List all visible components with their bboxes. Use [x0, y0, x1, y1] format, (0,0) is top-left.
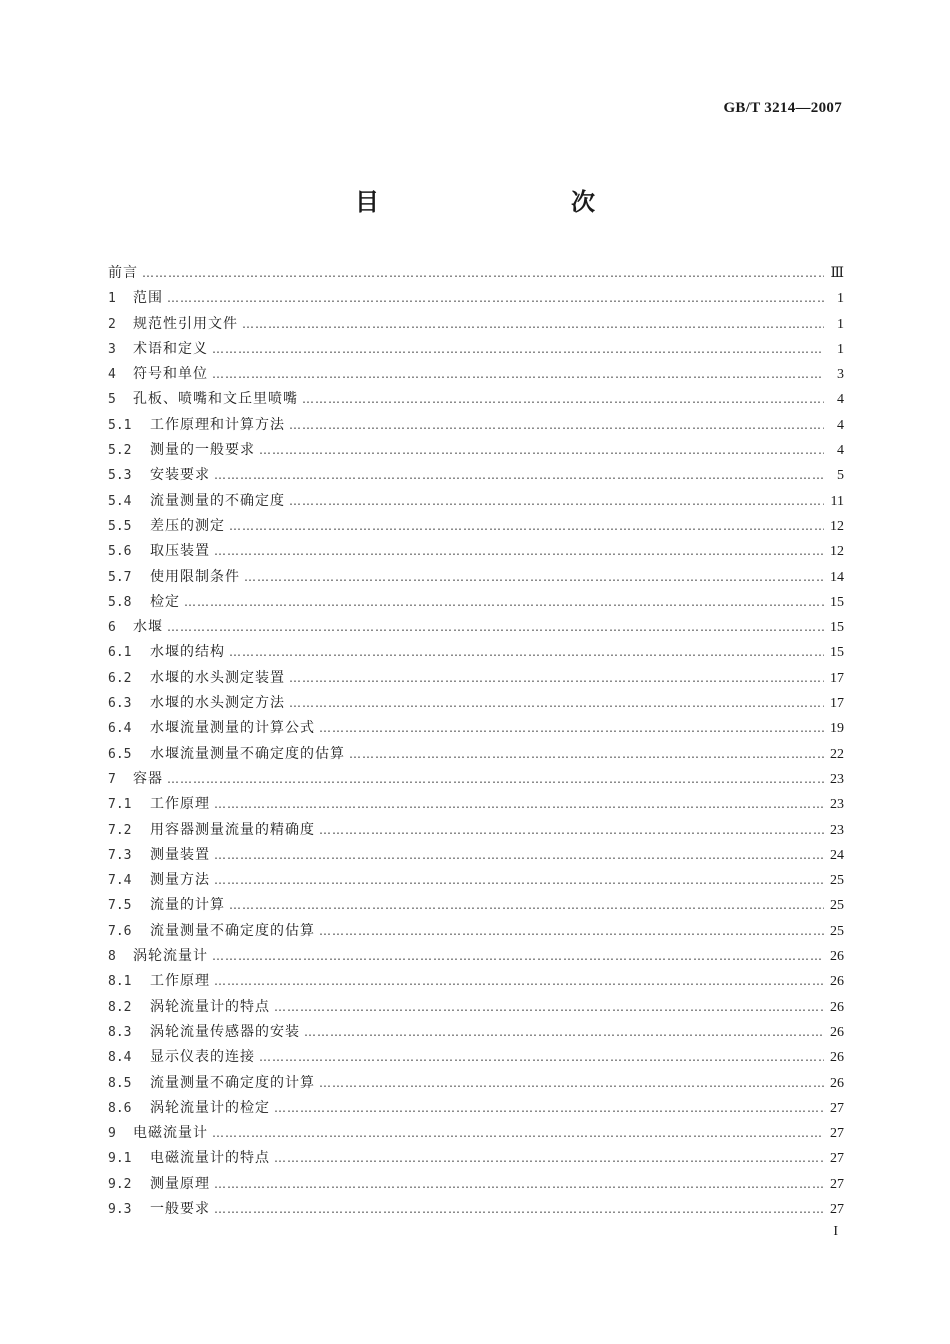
toc-leader-dots	[214, 797, 824, 811]
toc-entry[interactable]	[108, 287, 844, 312]
toc-entry[interactable]	[108, 1072, 844, 1097]
toc-entry-title: 涡轮流量传感器的安装	[150, 1023, 300, 1040]
toc-entry-title: 术语和定义	[133, 340, 208, 357]
toc-entry-page: 1	[837, 291, 844, 307]
toc-entry-number: 6.5	[108, 746, 132, 762]
toc-entry-number: 5.5	[108, 518, 132, 534]
toc-entry-title: 水堰流量测量不确定度的估算	[150, 745, 345, 762]
toc-entry[interactable]	[108, 667, 844, 692]
toc-leader-dots	[302, 392, 824, 406]
toc-entry-number: 8	[108, 949, 116, 965]
toc-entry-page: 4	[837, 443, 844, 459]
toc-entry-number: 5.8	[108, 594, 132, 610]
toc-entry-page: 17	[830, 670, 844, 686]
toc-entry[interactable]	[108, 844, 844, 869]
toc-entry-page: 27	[830, 1126, 844, 1142]
toc-entry-number: 7.6	[108, 923, 132, 939]
toc-entry[interactable]	[108, 566, 844, 591]
toc-entry-number: 9.2	[108, 1176, 132, 1192]
toc-entry[interactable]	[108, 515, 844, 540]
toc-entry[interactable]	[108, 388, 844, 413]
toc-entry-number: 9.1	[108, 1151, 132, 1167]
toc-leader-dots	[214, 974, 824, 988]
toc-entry-number: 5.4	[108, 493, 132, 509]
toc-entry-title: 规范性引用文件	[133, 315, 238, 332]
page-number: I	[833, 1224, 838, 1239]
toc-leader-dots	[214, 468, 824, 482]
toc-leader-dots	[319, 1076, 824, 1090]
toc-entry[interactable]	[108, 1046, 844, 1071]
toc-leader-dots	[142, 266, 824, 280]
toc-entry-page: 14	[830, 569, 844, 585]
toc-leader-dots	[214, 1177, 824, 1191]
toc-entry-title: 测量原理	[150, 1175, 210, 1192]
toc-entry-number: 7.4	[108, 873, 132, 889]
toc-entry[interactable]	[108, 1173, 844, 1198]
toc-entry-number: 6.2	[108, 670, 132, 686]
toc-entry-page: 25	[830, 923, 844, 939]
toc-entry-title: 范围	[133, 290, 163, 307]
toc-entry-number: 8.4	[108, 1050, 132, 1066]
toc-entry[interactable]	[108, 464, 844, 489]
toc-entry-number: 4	[108, 367, 116, 383]
toc-leader-dots	[274, 1151, 824, 1165]
toc-leader-dots	[259, 1050, 824, 1064]
toc-leader-dots	[214, 544, 824, 558]
toc-entry[interactable]	[108, 591, 844, 616]
toc-entry-page: 26	[830, 1075, 844, 1091]
toc-entry-title: 符号和单位	[133, 366, 208, 383]
toc-entry-number: 8.1	[108, 974, 132, 990]
toc-entry-number: 5.7	[108, 569, 132, 585]
toc-entry-title: 涡轮流量计的特点	[150, 998, 270, 1015]
toc-leader-dots	[167, 291, 824, 305]
toc-entry[interactable]	[108, 717, 844, 742]
toc-entry-title: 工作原理和计算方法	[150, 416, 285, 433]
toc-entry[interactable]	[108, 869, 844, 894]
toc-entry-title: 水堰的结构	[150, 644, 225, 661]
toc-entry-page: 27	[830, 1176, 844, 1192]
toc-leader-dots	[167, 620, 824, 634]
toc-entry-title: 流量测量的不确定度	[150, 492, 285, 509]
toc-leader-dots	[212, 367, 824, 381]
toc-entry-title: 水堰流量测量的计算公式	[150, 720, 315, 737]
toc-leader-dots	[214, 1202, 824, 1216]
toc-entry-number: 8.2	[108, 999, 132, 1015]
toc-entry-title: 水堰的水头测定装置	[150, 669, 285, 686]
toc-entry-number: 5	[108, 392, 116, 408]
toc-entry-number: 7.2	[108, 822, 132, 838]
toc-entry-page: 26	[830, 1050, 844, 1066]
toc-entry-page: 15	[830, 645, 844, 661]
toc-entry[interactable]	[108, 793, 844, 818]
toc-leader-dots	[289, 494, 824, 508]
toc-entry[interactable]	[108, 945, 844, 970]
toc-entry-number: 6.4	[108, 721, 132, 737]
toc-leader-dots	[214, 848, 824, 862]
toc-entry-number: 8.5	[108, 1075, 132, 1091]
toc-entry-page: 15	[830, 594, 844, 610]
toc-entry-title: 安装要求	[150, 467, 210, 484]
toc-entry-number: 6.1	[108, 645, 132, 661]
toc-entry-page: 23	[830, 771, 844, 787]
toc-entry[interactable]	[108, 540, 844, 565]
toc-entry-number: 7	[108, 771, 116, 787]
toc-entry-title: 水堰	[133, 619, 163, 636]
toc-entry[interactable]	[108, 970, 844, 995]
toc-entry-number: 8.6	[108, 1100, 132, 1116]
toc-entry-page: 23	[830, 797, 844, 813]
toc-entry-page: 11	[830, 493, 844, 509]
toc-entry-title: 差压的测定	[150, 517, 225, 534]
toc-entry-page: Ⅲ	[830, 266, 844, 281]
toc-leader-dots	[212, 949, 824, 963]
toc-entry-title: 前言	[108, 265, 138, 281]
toc-entry-title: 流量测量不确定度的计算	[150, 1074, 315, 1091]
toc-entry[interactable]	[108, 338, 844, 363]
toc-entry-number: 7.5	[108, 898, 132, 914]
toc-entry-page: 23	[830, 822, 844, 838]
toc-entry[interactable]	[108, 743, 844, 768]
toc-leader-dots	[214, 873, 824, 887]
toc-entry[interactable]	[108, 363, 844, 388]
table-of-contents	[108, 262, 844, 1223]
toc-leader-dots	[212, 1126, 824, 1140]
toc-entry[interactable]	[108, 819, 844, 844]
toc-leader-dots	[319, 721, 824, 735]
toc-entry-number: 2	[108, 316, 116, 332]
toc-entry-title: 检定	[150, 593, 180, 610]
toc-leader-dots	[167, 772, 824, 786]
toc-entry-page: 26	[830, 999, 844, 1015]
toc-entry-title: 使用限制条件	[150, 568, 240, 585]
toc-entry[interactable]	[108, 920, 844, 945]
toc-entry-title: 电磁流量计	[133, 1125, 208, 1142]
toc-entry-title: 显示仪表的连接	[150, 1049, 255, 1066]
toc-leader-dots	[229, 645, 824, 659]
toc-entry[interactable]	[108, 1147, 844, 1172]
toc-entry-number: 9.3	[108, 1201, 132, 1217]
toc-entry-page: 27	[830, 1151, 844, 1167]
toc-entry-number: 7.1	[108, 797, 132, 813]
toc-leader-dots	[229, 898, 824, 912]
toc-entry-number: 1	[108, 291, 116, 307]
toc-entry-page: 19	[830, 721, 844, 737]
toc-entry[interactable]	[108, 490, 844, 515]
page-title: 目 次	[355, 187, 643, 216]
toc-entry-title: 涡轮流量计	[133, 948, 208, 965]
toc-leader-dots	[349, 747, 824, 761]
toc-leader-dots	[259, 443, 824, 457]
toc-entry-title: 用容器测量流量的精确度	[150, 821, 315, 838]
toc-entry[interactable]	[108, 262, 844, 287]
toc-leader-dots	[184, 595, 824, 609]
toc-entry-number: 9	[108, 1126, 116, 1142]
toc-entry-page: 4	[837, 417, 844, 433]
toc-entry[interactable]	[108, 1097, 844, 1122]
toc-leader-dots	[212, 342, 824, 356]
toc-entry-page: 26	[830, 974, 844, 990]
toc-entry-page: 5	[837, 468, 844, 484]
toc-entry[interactable]	[108, 313, 844, 338]
toc-entry[interactable]	[108, 1021, 844, 1046]
toc-leader-dots	[304, 1025, 824, 1039]
toc-entry[interactable]	[108, 641, 844, 666]
toc-entry[interactable]	[108, 1122, 844, 1147]
toc-entry-page: 22	[830, 746, 844, 762]
toc-entry-title: 取压装置	[150, 543, 210, 560]
toc-leader-dots	[319, 924, 824, 938]
toc-entry-number: 5.1	[108, 417, 132, 433]
toc-leader-dots	[244, 570, 824, 584]
toc-leader-dots	[289, 671, 824, 685]
toc-leader-dots	[319, 823, 824, 837]
toc-leader-dots	[274, 1000, 824, 1014]
toc-entry-title: 一般要求	[150, 1200, 210, 1217]
toc-entry-page: 12	[830, 518, 844, 534]
toc-entry-title: 水堰的水头测定方法	[150, 695, 285, 712]
toc-entry-page: 27	[830, 1100, 844, 1116]
toc-entry-page: 27	[830, 1201, 844, 1217]
toc-entry-page: 25	[830, 898, 844, 914]
toc-entry-page: 17	[830, 696, 844, 712]
standard-code: GB/T 3214—2007	[723, 100, 842, 116]
toc-leader-dots	[242, 317, 824, 331]
toc-entry-page: 25	[830, 873, 844, 889]
toc-entry-title: 测量装置	[150, 846, 210, 863]
toc-entry[interactable]	[108, 768, 844, 793]
toc-entry-number: 8.3	[108, 1024, 132, 1040]
toc-entry-page: 3	[837, 367, 844, 383]
toc-entry[interactable]	[108, 1198, 844, 1223]
toc-entry-number: 5.2	[108, 443, 132, 459]
toc-entry[interactable]	[108, 692, 844, 717]
toc-entry[interactable]	[108, 616, 844, 641]
toc-entry-number: 5.3	[108, 468, 132, 484]
toc-entry-title: 涡轮流量计的检定	[150, 1099, 270, 1116]
toc-entry-page: 4	[837, 392, 844, 408]
toc-entry-page: 26	[830, 1024, 844, 1040]
toc-entry-title: 测量的一般要求	[150, 442, 255, 459]
toc-entry-title: 工作原理	[150, 796, 210, 813]
toc-leader-dots	[229, 519, 824, 533]
toc-entry-page: 24	[830, 847, 844, 863]
toc-entry-title: 电磁流量计的特点	[150, 1150, 270, 1167]
toc-entry-page: 15	[830, 620, 844, 636]
toc-entry-title: 容器	[133, 770, 163, 787]
toc-leader-dots	[289, 696, 824, 710]
toc-entry-number: 3	[108, 341, 116, 357]
toc-entry-title: 流量测量不确定度的估算	[150, 922, 315, 939]
toc-entry-title: 工作原理	[150, 973, 210, 990]
toc-entry-number: 6	[108, 620, 116, 636]
toc-entry-number: 6.3	[108, 696, 132, 712]
toc-entry[interactable]	[108, 439, 844, 464]
toc-entry-page: 1	[837, 341, 844, 357]
toc-leader-dots	[274, 1101, 824, 1115]
toc-entry-title: 测量方法	[150, 872, 210, 889]
toc-entry-page: 26	[830, 949, 844, 965]
toc-entry[interactable]	[108, 414, 844, 439]
toc-entry[interactable]	[108, 996, 844, 1021]
toc-entry-title: 孔板、喷嘴和文丘里喷嘴	[133, 391, 298, 408]
toc-entry[interactable]	[108, 894, 844, 919]
toc-entry-title: 流量的计算	[150, 897, 225, 914]
toc-leader-dots	[289, 418, 824, 432]
toc-entry-page: 12	[830, 544, 844, 560]
toc-entry-page: 1	[837, 316, 844, 332]
toc-entry-number: 7.3	[108, 847, 132, 863]
toc-entry-number: 5.6	[108, 544, 132, 560]
